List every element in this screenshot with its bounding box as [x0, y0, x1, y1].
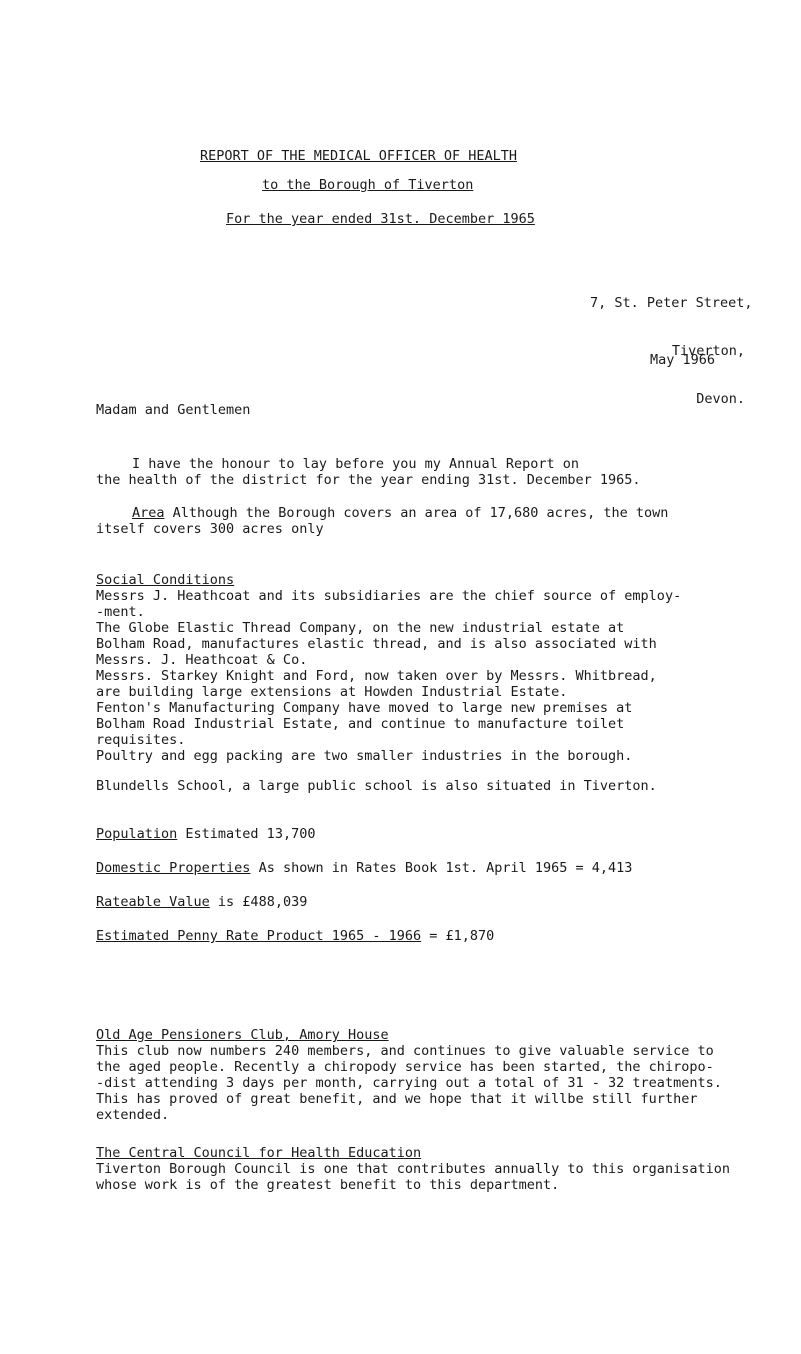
- social-line: -ment.: [96, 604, 145, 620]
- population-line: [96, 826, 786, 842]
- domestic-properties-label: Domestic Properties: [96, 860, 251, 876]
- old-age-line: the aged people. Recently a chiropody service has been started, the chiropo-: [96, 1059, 714, 1075]
- penny-rate-line: [96, 928, 786, 944]
- report-year-line: For the year ended 31st. December 1965: [226, 211, 535, 227]
- old-age-line: This club now numbers 240 members, and continues to give valuable service to: [96, 1043, 714, 1059]
- central-council-line: whose work is of the greatest benefit to this department.: [96, 1177, 560, 1193]
- area-paragraph: [96, 505, 786, 537]
- address-line-2: Tiverton,: [671, 343, 745, 359]
- old-age-line: extended.: [96, 1107, 170, 1123]
- penny-rate-label: Estimated Penny Rate Product 1965 - 1966: [96, 928, 422, 944]
- intro-line-1: I have the honour to lay before you my Annual Report on: [132, 456, 580, 472]
- social-line: Fenton's Manufacturing Company have moved to large new premises at: [96, 700, 633, 716]
- address-line-3: Devon.: [696, 391, 745, 407]
- social-line: requisites.: [96, 732, 186, 748]
- sender-address: [590, 263, 753, 439]
- population-label: Population: [96, 826, 178, 842]
- address-line-1: 7, St. Peter Street,: [590, 295, 753, 311]
- central-council-heading: The Central Council for Health Education: [96, 1145, 422, 1161]
- old-age-line: This has proved of great benefit, and we hope that it willbe still further: [96, 1091, 698, 1107]
- old-age-line: -dist attending 3 days per month, carrying out a total of 31 - 32 treatments.: [96, 1075, 722, 1091]
- social-line: are building large extensions at Howden Industrial Estate.: [96, 684, 568, 700]
- report-subtitle: to the Borough of Tiverton: [262, 177, 474, 193]
- social-line: Messrs. Starkey Knight and Ford, now taken over by Messrs. Whitbread,: [96, 668, 657, 684]
- social-line: Bolham Road Industrial Estate, and continue to manufacture toilet: [96, 716, 625, 732]
- social-line: The Globe Elastic Thread Company, on the new industrial estate at: [96, 620, 625, 636]
- area-line-2: itself covers 300 acres only: [96, 521, 324, 537]
- social-conditions-heading: Social Conditions: [96, 572, 235, 588]
- social-line: Bolham Road, manufactures elastic thread, and is also associated with: [96, 636, 657, 652]
- central-council-line: Tiverton Borough Council is one that contributes annually to this organisation: [96, 1161, 730, 1177]
- population-value: Estimated 13,700: [177, 826, 316, 842]
- social-line: Messrs J. Heathcoat and its subsidiaries are the chief source of employ-: [96, 588, 682, 604]
- letter-date: May 1966: [650, 352, 716, 368]
- salutation: Madam and Gentlemen: [96, 402, 251, 418]
- penny-rate-value: = £1,870: [421, 928, 495, 944]
- domestic-properties-value: As shown in Rates Book 1st. April 1965 = 4,413: [250, 860, 633, 876]
- social-line: Poultry and egg packing are two smaller industries in the borough.: [96, 748, 633, 764]
- intro-paragraph: [96, 456, 786, 488]
- rateable-value-value: is £488,039: [209, 894, 308, 910]
- rateable-value-line: [96, 894, 786, 910]
- rateable-value-label: Rateable Value: [96, 894, 210, 910]
- social-line: Messrs. J. Heathcoat & Co.: [96, 652, 308, 668]
- old-age-pensioners-section: [96, 1027, 786, 1123]
- intro-line-2: the health of the district for the year ending 31st. December 1965.: [96, 472, 641, 488]
- central-council-section: [96, 1145, 786, 1193]
- social-conditions-section: [96, 572, 786, 794]
- area-line-1: Although the Borough covers an area of 17,680 acres, the town: [164, 505, 669, 521]
- domestic-properties-line: [96, 860, 786, 876]
- area-label: Area: [132, 505, 165, 521]
- old-age-pensioners-heading: Old Age Pensioners Club, Amory House: [96, 1027, 389, 1043]
- social-line: Blundells School, a large public school is also situated in Tiverton.: [96, 778, 657, 794]
- report-title: REPORT OF THE MEDICAL OFFICER OF HEALTH: [200, 148, 517, 164]
